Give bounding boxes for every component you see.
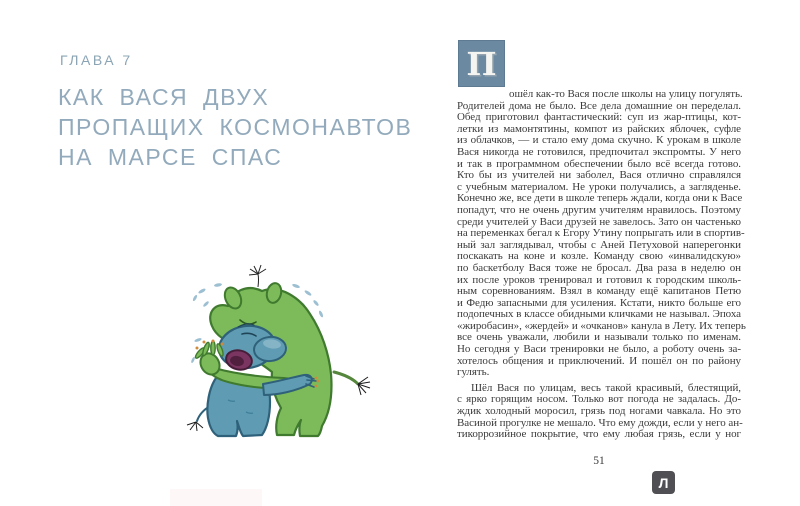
- text-line: Васиной прогулке не мешало. Что ему дожди, если у него ан-: [457, 416, 743, 429]
- drop-cap-image: [458, 40, 505, 87]
- text-line: ошёл как-то Вася после школы на улицу погулять.: [509, 88, 743, 100]
- text-line: с учебным материалом. Не уроки получались, а загляденье.: [457, 180, 741, 193]
- text-line: «жиробасин», «жердей» и «очканов» канула в Лету. Их теперь: [457, 319, 746, 332]
- text-line: тикоррозийное покрытие, что ему любая грязь, если у ног: [457, 428, 741, 441]
- text-line: Обед приготовил фантастический: суп из жар-птицы, кот-: [457, 111, 741, 124]
- text-line: из облачков, — и стало ему дома скучно. К урокам в школе: [457, 134, 741, 147]
- chapter-title-line: КАК ВАСЯ ДВУХ: [58, 84, 270, 110]
- drop-cap-letter: П: [466, 44, 497, 83]
- hair-tuft: [249, 265, 266, 287]
- chapter-label: ГЛАВА 7: [60, 52, 133, 68]
- page-number: 51: [593, 455, 605, 467]
- chapter-title-line: НА МАРСЕ СПАС: [58, 144, 283, 170]
- text-line: и Федю запасными для усиления. Кстати, никто больше его: [457, 296, 741, 309]
- text-line: Но сегодня у Васи тренировки не было, а роботу очень за-: [457, 343, 741, 356]
- blue-tail-tuft: [187, 422, 203, 431]
- text-line: Вася никогда не готовился, предпочитал экспромты. У него: [457, 145, 741, 158]
- labirint-letter: Л: [658, 474, 669, 491]
- text-line: с ярко горящим носом. Только вот погода не задалась. До-: [457, 393, 741, 406]
- text-line: их после уроков тренировал и готовил к городским школь-: [457, 273, 741, 286]
- text-line: среди учителей у Васи друзей не завелось. Зато он частенько: [457, 215, 741, 228]
- text-line: Конечно же, все дети в школе теперь ждали, когда они к Васе: [457, 192, 743, 205]
- text-line: гулять.: [457, 366, 490, 379]
- text-line: ным соревнованиям. Взял в команду ещё капитанов Петю: [457, 285, 741, 298]
- text-line: на переменках бегал к Егору Утину попрыгать или в спортив-: [457, 227, 745, 240]
- text-line: попадут, что не очень другим учителям нравилось. Поэтому: [457, 203, 741, 216]
- text-line: Кто бы из учителей ни заболел, Вася отлично справлялся: [457, 169, 741, 182]
- text-line: все очень уважали, любили и называли только по именам.: [457, 331, 741, 344]
- text-line: ждик холодный моросил, грязь под ногами чавкала. Но это: [457, 405, 741, 418]
- text-line: Шёл Вася по улицам, весь такой красивый, блестящий,: [471, 381, 741, 394]
- text-line: ный зал заглядывал, чтобы с Аней Петуховой наперегонки: [457, 238, 741, 251]
- text-line: летки из мамонтятины, компот из райских яблочек, суфле: [457, 122, 741, 135]
- hug-illustration: [150, 260, 410, 490]
- labirint-watermark: [652, 471, 675, 494]
- text-line: Родителей дома не было. Все дела домашние он переделал.: [457, 99, 741, 112]
- body-text: [457, 88, 746, 441]
- text-line: хотелось общения и приключений. И пошёл он по району: [457, 354, 741, 367]
- text-line: и так в программном обеспечении было всё всегда готово.: [457, 157, 741, 170]
- text-line: подопечных в классе обидными кличками не называл. Эпоха: [457, 308, 741, 321]
- green-tail-tuft: [358, 377, 370, 395]
- text-line: по баскетболу Вася тоже не бросал. Два раза в неделю он: [457, 261, 741, 274]
- scan-artifact: [170, 489, 262, 506]
- chapter-title: [58, 82, 412, 172]
- text-line: поскакать на коне и козле. Команду свою «инвалидскую»: [457, 250, 741, 263]
- chapter-title-line: ПРОПАЩИХ КОСМОНАВТОВ: [58, 114, 413, 140]
